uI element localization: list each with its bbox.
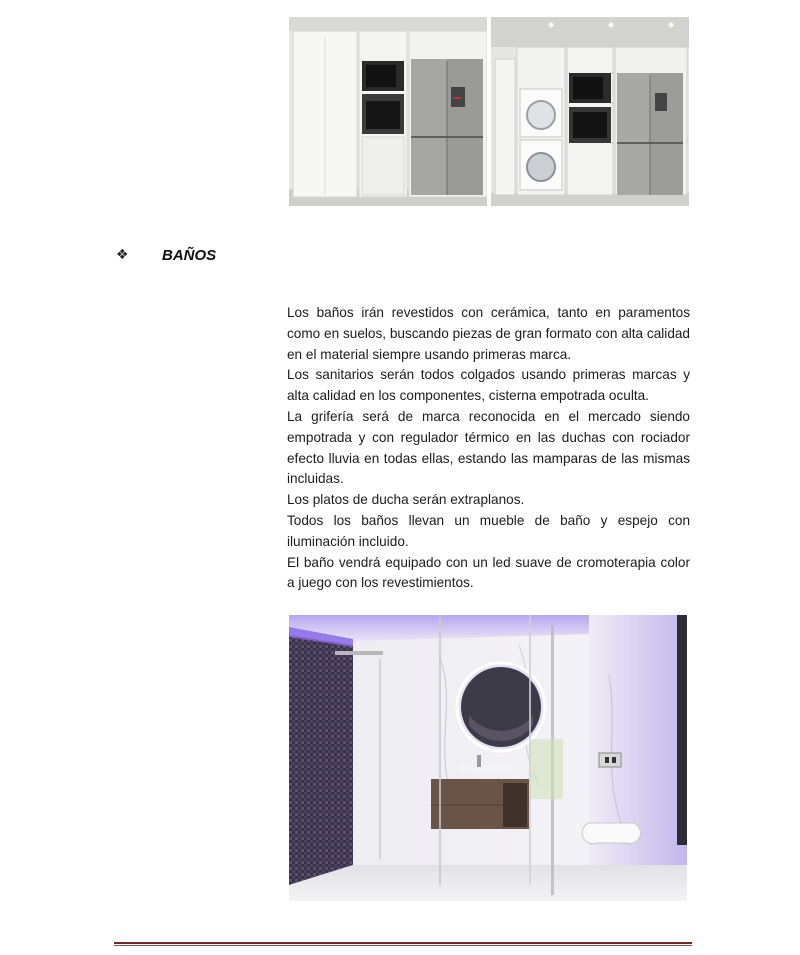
footer-rule-thin <box>114 945 692 946</box>
kitchen-laundry-photo <box>491 17 689 206</box>
paragraph-furniture: Todos los baños llevan un mueble de baño y espejo con iluminación incluido. <box>287 512 690 549</box>
paragraph-led: El baño vendrá equipado con un led suave de cromoterapia color a juego con los revestimientos. <box>287 554 690 591</box>
section-title: BAÑOS <box>162 246 217 264</box>
paragraph-sanitary: Los sanitarios serán todos colgados usando primeras marcas y alta calidad en los componentes, cisterna empotrada oculta. <box>287 367 690 404</box>
footer-rule <box>114 942 692 946</box>
paragraph-ceramic: Los baños irán revestidos con cerámica, tanto en paramentos como en suelos, buscando piezas de gran formato con alta calidad en el material siempre usando primeras marca. <box>287 305 690 362</box>
diamond-bullet-icon: ❖ <box>116 247 129 263</box>
kitchen-appliances-photo <box>289 17 487 206</box>
bathroom-description <box>287 303 690 594</box>
paragraph-shower-trays: Los platos de ducha serán extraplanos. <box>287 492 525 508</box>
footer-rule-thick <box>114 942 692 944</box>
section-heading <box>116 244 216 266</box>
paragraph-faucets: La grifería será de marca reconocida en el mercado siendo empotrada y con regulador térmico en las duchas con rociador efecto lluvia en todas ellas, estando las mamparas de las mismas incluidas. <box>287 408 690 487</box>
bathroom-photo <box>289 615 687 901</box>
